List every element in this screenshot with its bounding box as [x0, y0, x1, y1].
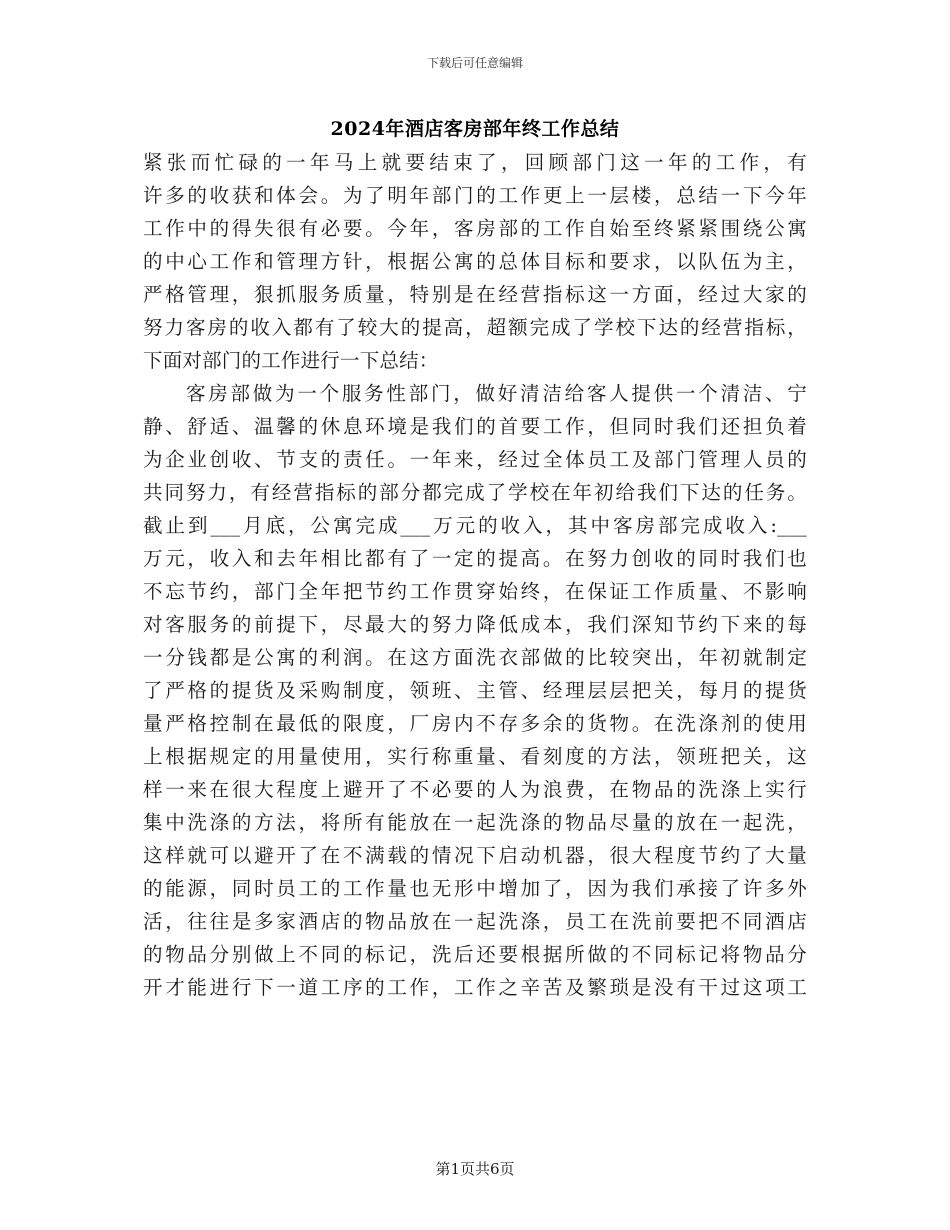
body-line: 样一来在很大程度上避开了不必要的人为浪费，在物品的洗涤上实行	[143, 778, 807, 801]
document-title: 2024年酒店客房部年终工作总结	[330, 118, 620, 140]
body-line: 不忘节约，部门全年把节约工作贯穿始终，在保证工作质量、不影响	[143, 580, 807, 603]
document-body	[143, 146, 807, 1004]
body-line: 努力客房的收入都有了较大的提高，超额完成了学校下达的经营指标，	[143, 316, 807, 339]
page-number: 第1页共6页	[435, 1160, 515, 1178]
body-line: 为企业创收、节支的责任。一年来，经过全体员工及部门管理人员的	[143, 448, 807, 471]
body-line: 的中心工作和管理方针，根据公寓的总体目标和要求，以队伍为主，	[143, 250, 807, 273]
body-line: 一分钱都是公寓的利润。在这方面洗衣部做的比较突出，年初就制定	[143, 646, 807, 669]
body-line: 工作中的得失很有必要。今年，客房部的工作自始至终紧紧围绕公寓	[143, 217, 807, 240]
body-line: 静、舒适、温馨的休息环境是我们的首要工作，但同时我们还担负着	[143, 415, 807, 438]
page-header-note: 下载后可任意编辑	[426, 56, 523, 70]
body-line: 这样就可以避开了在不满载的情况下启动机器，很大程度节约了大量	[143, 844, 807, 867]
body-line: 万元，收入和去年相比都有了一定的提高。在努力创收的同时我们也	[143, 547, 807, 570]
body-line: 截止到___月底，公寓完成___万元的收入，其中客房部完成收入:___	[143, 514, 807, 537]
body-line: 严格管理，狠抓服务质量，特别是在经营指标这一方面，经过大家的	[143, 283, 807, 306]
body-line: 上根据规定的用量使用，实行称重量、看刻度的方法，领班把关，这	[143, 745, 807, 768]
body-line: 了严格的提货及采购制度，领班、主管、经理层层把关，每月的提货	[143, 679, 807, 702]
body-line: 许多的收获和体会。为了明年部门的工作更上一层楼，总结一下今年	[143, 184, 807, 207]
body-line: 紧张而忙碌的一年马上就要结束了，回顾部门这一年的工作，有	[143, 151, 807, 174]
body-line: 下面对部门的工作进行一下总结：	[143, 349, 439, 372]
body-line: 活，往往是多家酒店的物品放在一起洗涤，员工在洗前要把不同酒店	[143, 910, 807, 933]
body-line: 开才能进行下一道工序的工作，工作之辛苦及繁琐是没有干过这项工	[143, 976, 807, 999]
body-line: 集中洗涤的方法，将所有能放在一起洗涤的物品尽量的放在一起洗，	[143, 811, 807, 834]
body-line: 的能源，同时员工的工作量也无形中增加了，因为我们承接了许多外	[143, 877, 807, 900]
body-line: 共同努力，有经营指标的部分都完成了学校在年初给我们下达的任务。	[143, 481, 807, 504]
body-line: 量严格控制在最低的限度，厂房内不存多余的货物。在洗涤剂的使用	[143, 712, 807, 735]
body-line: 的物品分别做上不同的标记，洗后还要根据所做的不同标记将物品分	[143, 943, 807, 966]
body-line: 对客服务的前提下，尽最大的努力降低成本，我们深知节约下来的每	[143, 613, 807, 636]
body-line: 客房部做为一个服务性部门，做好清洁给客人提供一个清洁、宁	[186, 382, 807, 405]
